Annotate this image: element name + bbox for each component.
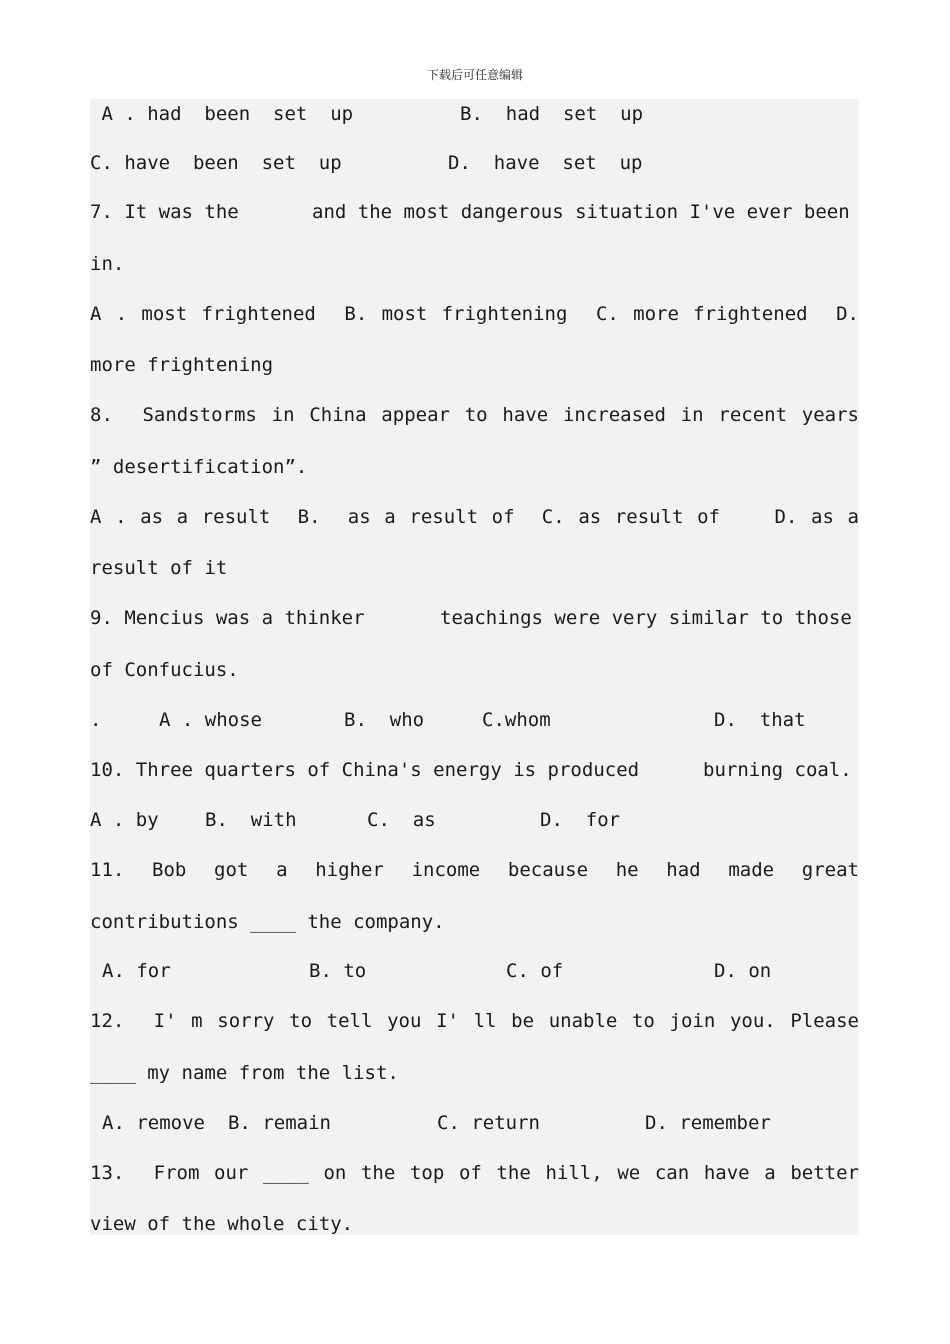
q9-option-dot: .	[90, 709, 102, 731]
q9-stem-line-1	[90, 603, 859, 633]
q10-options-row	[90, 805, 859, 835]
q11-option-d: D. on	[714, 960, 772, 982]
q7-stem-part-1: 7. It was the	[90, 201, 239, 223]
q11-option-a: A. for	[102, 960, 171, 982]
q13-stem-line-1: 13. From our ____ on the top of the hill, we can have a better	[90, 1162, 859, 1184]
q8-stem-line-1: 8. Sandstorms in China appear to have increased in recent years	[90, 404, 859, 426]
q10-stem-part-1: 10. Three quarters of China's energy is produced	[90, 759, 640, 781]
q12-option-c: C. return	[437, 1112, 540, 1134]
q9-stem-part-1: 9. Mencius was a thinker	[90, 607, 365, 629]
page-header: 下载后可任意编辑	[426, 68, 523, 82]
q11-stem-line-1: 11. Bob got a higher income because he had made great	[90, 859, 859, 881]
q10-stem-part-2: burning coal.	[703, 759, 852, 781]
q7-stem-part-2: and the most dangerous situation I've ever been	[312, 201, 850, 223]
q12-options-row	[90, 1108, 859, 1138]
q7-stem-line-1	[90, 197, 859, 227]
q6-option-a: A . had been set up	[90, 103, 354, 125]
exercise-page	[90, 99, 859, 1235]
q9-options-row	[90, 705, 859, 735]
q7-options-line-2: more frightening	[90, 354, 274, 376]
q10-option-a: A . by	[90, 809, 159, 831]
q10-option-b: B. with	[205, 809, 297, 831]
q6-options-row-1	[90, 99, 859, 129]
q10-option-d: D. for	[540, 809, 621, 831]
q6-option-c: C. have been set up	[90, 152, 342, 174]
q8-stem-line-2: ” desertification”.	[90, 456, 308, 478]
q12-option-a: A. remove	[102, 1112, 205, 1134]
q13-stem-line-2: view of the whole city.	[90, 1213, 354, 1235]
q11-option-b: B. to	[309, 960, 367, 982]
q11-stem-line-2: contributions ____ the company.	[90, 911, 445, 933]
q7-stem-line-2: in.	[90, 253, 125, 275]
q8-options-line-2: result of it	[90, 557, 228, 579]
q6-option-b: B. had set up	[460, 103, 644, 125]
q8-options-line-1: A . as a result B. as a result of C. as result of D. as a	[90, 506, 859, 528]
q11-option-c: C. of	[506, 960, 564, 982]
q10-option-c: C. as	[367, 809, 436, 831]
q9-option-c: C.whom	[482, 709, 551, 731]
q12-stem-line-2: ____ my name from the list.	[90, 1062, 399, 1084]
q7-options-line-1: A . most frightened B. most frightening C. more frightened D.	[90, 303, 859, 325]
q12-option-b: B. remain	[228, 1112, 331, 1134]
q10-stem	[90, 755, 859, 785]
q12-stem-line-1: 12. I' m sorry to tell you I' ll be unable to join you. Please	[90, 1010, 859, 1032]
q6-options-row-2	[90, 148, 859, 178]
q6-option-d: D. have set up	[448, 152, 643, 174]
q9-stem-line-2: of Confucius.	[90, 659, 239, 681]
q9-stem-part-2: teachings were very similar to those	[440, 607, 852, 629]
q11-options-row	[90, 956, 859, 986]
q9-option-d: D. that	[714, 709, 806, 731]
q9-option-a: A . whose	[159, 709, 262, 731]
q12-option-d: D. remember	[645, 1112, 771, 1134]
q9-option-b: B. who	[344, 709, 425, 731]
